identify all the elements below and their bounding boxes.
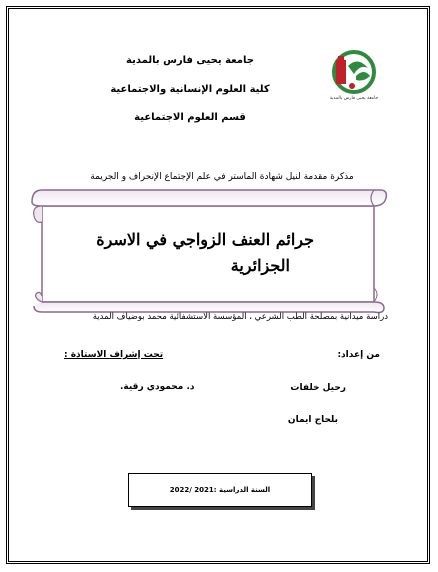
university-logo [326,46,382,106]
thesis-title-line2: الجزائرية [230,256,290,275]
scroll-shape [28,184,388,314]
field-study-line: دراسة ميدانية بمصلحة الطب الشرعي ، المؤسسة الاستشفائية محمد بوضياف المدية [92,312,388,322]
student-name-1: رحيل خلفات [290,383,346,393]
supervisor-name: د. محمودي رقية. [120,382,195,392]
thesis-title-line1: جرائم العنف الزواجي في الاسرة [96,230,314,249]
supervision-label: تحت إشراف الاستاذة : [64,350,164,360]
logo-caption: جامعة يحيى فارس بالمدية [329,96,379,101]
prepared-by-label: من إعداد: [337,350,380,360]
academic-year: السنة الدراسية :2021 /2022 [169,486,271,494]
memo-subtitle: مذكرة مقدمة لنيل شهادة الماستر في علم الإجتماع الإنحراف و الجريمة [90,172,354,182]
title-scroll-banner [28,184,388,314]
academic-year-box [128,473,312,507]
faculty-name: كلية العلوم الإنسانية والاجتماعية [110,84,270,95]
department-name: قسم العلوم الاجتماعية [134,112,246,123]
student-name-2: بلحاج ايمان [287,415,338,425]
university-name: جامعة يحيى فارس بالمدية [126,55,254,66]
